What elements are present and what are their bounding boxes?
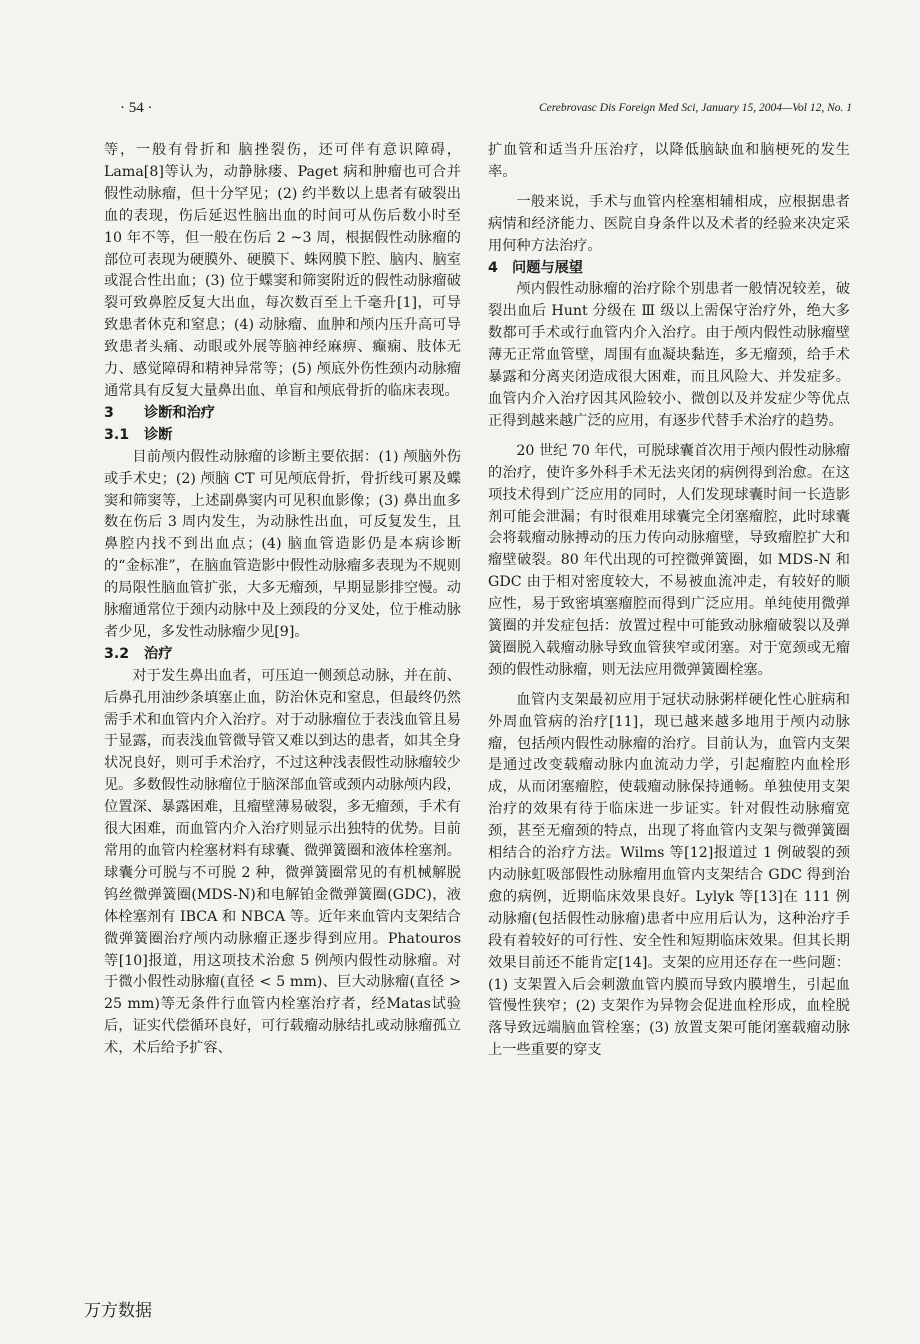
left-column [104,140,461,1060]
paragraph: 扩血管和适当升压治疗，以降低脑缺血和脑梗死的发生率。 [488,142,850,180]
paragraph: 一般来说，手术与血管内栓塞相辅相成，应根据患者病情和经济能力、医院自身条件以及术者的经验来决定采用何种方法治疗。 [488,193,850,254]
section-heading-3: 3 诊断和治疗 [104,404,215,421]
paragraph: 目前颅内假性动脉瘤的诊断主要依据：(1) 颅脑外伤或手术史；(2) 颅脑 CT 可见颅底骨折，骨折线可累及蝶窦和筛窦等，上述副鼻窦内可见积血影像；(3) 鼻出血多数在伤后 3 周内发生，为动脉性出血，可反复发生，且鼻腔内找不到出血点；(4) 脑血管造影仍是本病诊断的“金标准”，在脑血管造影中假性动脉瘤多表现为不规则的局限性脑血管扩张，大多无瘤颈，早期显影排空慢。动脉瘤通常位于颈内动脉中及上颈段的分叉处，位于椎动脉者少见，多发性动脉瘤少见[9]。 [104,448,461,640]
paragraph: 颅内假性动脉瘤的治疗除个别患者一般情况较差，破裂出血后 Hunt 分级在 Ⅲ 级以上需保守治疗外，绝大多数都可手术或行血管内介入治疗。由于颅内假性动脉瘤壁薄无正常血管壁，周围有血凝块黏连，多无瘤颈，给手术暴露和分离夹闭造成很大困难，而且风险大、并发症多。血管内介入治疗因其风险较小、微创以及并发症少等优点正得到越来越广泛的应用，有逐步代替手术治疗的趋势。 [488,281,850,429]
page-header [0,100,920,122]
paragraph: 20 世纪 70 年代，可脱球囊首次用于颅内假性动脉瘤的治疗，使许多外科手术无法夹闭的病例得到治愈。在这项技术得到广泛应用的同时，人们发现球囊时间一长造影剂可能会泄漏；有时很难用球囊完全闭塞瘤腔，此时球囊会将载瘤动脉搏动的压力传向动脉瘤壁，导致瘤腔扩大和瘤壁破裂。80 年代出现的可控微弹簧圈，如 MDS-N 和 GDC 由于相对密度较大，不易被血流冲走，有较好的顺应性，易于致密填塞瘤腔而得到广泛应用。单纯使用微弹簧圈的并发症包括：放置过程中可能致动脉瘤破裂以及弹簧圈脱入载瘤动脉导致血管狭窄或闭塞。对于宽颈或无瘤颈的假性动脉瘤，则无法应用微弹簧圈栓塞。 [488,442,850,678]
subsection-heading-3-1: 3.1 诊断 [104,426,173,443]
watermark: 万方数据 [84,1301,152,1321]
section-heading-4: 4 问题与展望 [488,259,583,276]
right-column [488,140,850,1062]
paragraph: 血管内支架最初应用于冠状动脉粥样硬化性心脏病和外周血管病的治疗[11]，现已越来越多地用于颅内动脉瘤，包括颅内假性动脉瘤的治疗。目前认为，血管内支架是通过改变载瘤动脉内血流动力学，引起瘤腔内血栓形成，从而闭塞瘤腔，使载瘤动脉保持通畅。单独使用支架治疗的效果有待于临床进一步证实。针对假性动脉瘤宽颈，甚至无瘤颈的特点，出现了将血管内支架与微弹簧圈相结合的治疗方法。Wilms 等[12]报道过 1 例破裂的颈内动脉虹吸部假性动脉瘤用血管内支架结合 GDC 得到治愈的病例，近期临床效果良好。Lylyk 等[13]在 111 例动脉瘤(包括假性动脉瘤)患者中应用后认为，这种治疗手段有着较好的可行性、安全性和短期临床效果。但其长期效果目前还不能肯定[14]。支架的应用还存在一些问题：(1) 支架置入后会刺激血管内膜而导致内膜增生，引起血管慢性狭窄；(2) 支架作为异物会促进血栓形成，血栓脱落导致远端脑血管栓塞；(3) 放置支架可能闭塞载瘤动脉上一些重要的穿支 [488,691,850,1059]
page-number: · 54 · [120,100,153,116]
paragraph: 对于发生鼻出血者，可压迫一侧颈总动脉，并在前、后鼻孔用油纱条填塞止血，防治休克和窒息，但最终仍然需手术和血管内介入治疗。对于动脉瘤位于表浅血管且易于显露，而表浅血管微导管又难以到达的患者，如其全身状况良好，则可手术治疗，不过这种浅表假性动脉瘤较少见。多数假性动脉瘤位于脑深部血管或颈内动脉颅内段，位置深、暴露困难，且瘤壁薄易破裂，多无瘤颈，手术有很大困难，而血管内介入治疗则显示出独特的优势。目前常用的血管内栓塞材料有球囊、微弹簧圈和液体栓塞剂。球囊分可脱与不可脱 2 种，微弹簧圈常见的有机械解脱钨丝微弹簧圈(MDS-N)和电解铂金微弹簧圈(GDC)，液体栓塞剂有 IBCA 和 NBCA 等。近年来血管内支架结合微弹簧圈治疗颅内动脉瘤正逐步得到应用。Phatouros 等[10]报道，用这项技术治愈 5 例颅内假性动脉瘤。对于微小假性动脉瘤(直径 < 5 mm)、巨大动脉瘤(直径 > 25 mm)等无条件行血管内栓塞治疗者，经Matas试验后，证实代偿循环良好，可行载瘤动脉结扎或动脉瘤孤立术，术后给予扩容、 [104,667,461,1057]
journal-citation: Cerebrovasc Dis Foreign Med Sci, January 15, 2004—Vol 12, No. 1 [538,102,852,114]
subsection-heading-3-2: 3.2 治疗 [104,645,173,662]
paragraph: 等，一般有骨折和 脑挫裂伤，还可伴有意识障碍，Lama[8]等认为，动静脉瘘、Paget 病和肿瘤也可合并假性动脉瘤，但十分罕见；(2) 约半数以上患者有破裂出血的表现，伤后延迟性脑出血的时间可从伤后数小时至 10 年不等，但一般在伤后 2 ~3 周，根据假性动脉瘤的部位可表现为硬膜外、硬膜下、蛛网膜下腔、脑内、脑室或混合性出血；(3) 位于蝶窦和筛窦附近的假性动脉瘤破裂可致鼻腔反复大出血，每次数百至上千毫升[1]，可导致患者休克和窒息；(4) 动脉瘤、血肿和颅内压升高可导致患者头痛、动眼或外展等脑神经麻痹、癫痫、肢体无力、感觉障碍和精神异常等；(5) 颅底外伤性颈内动脉瘤通常具有反复大量鼻出血、单盲和颅底骨折的临床表现。 [104,142,461,399]
